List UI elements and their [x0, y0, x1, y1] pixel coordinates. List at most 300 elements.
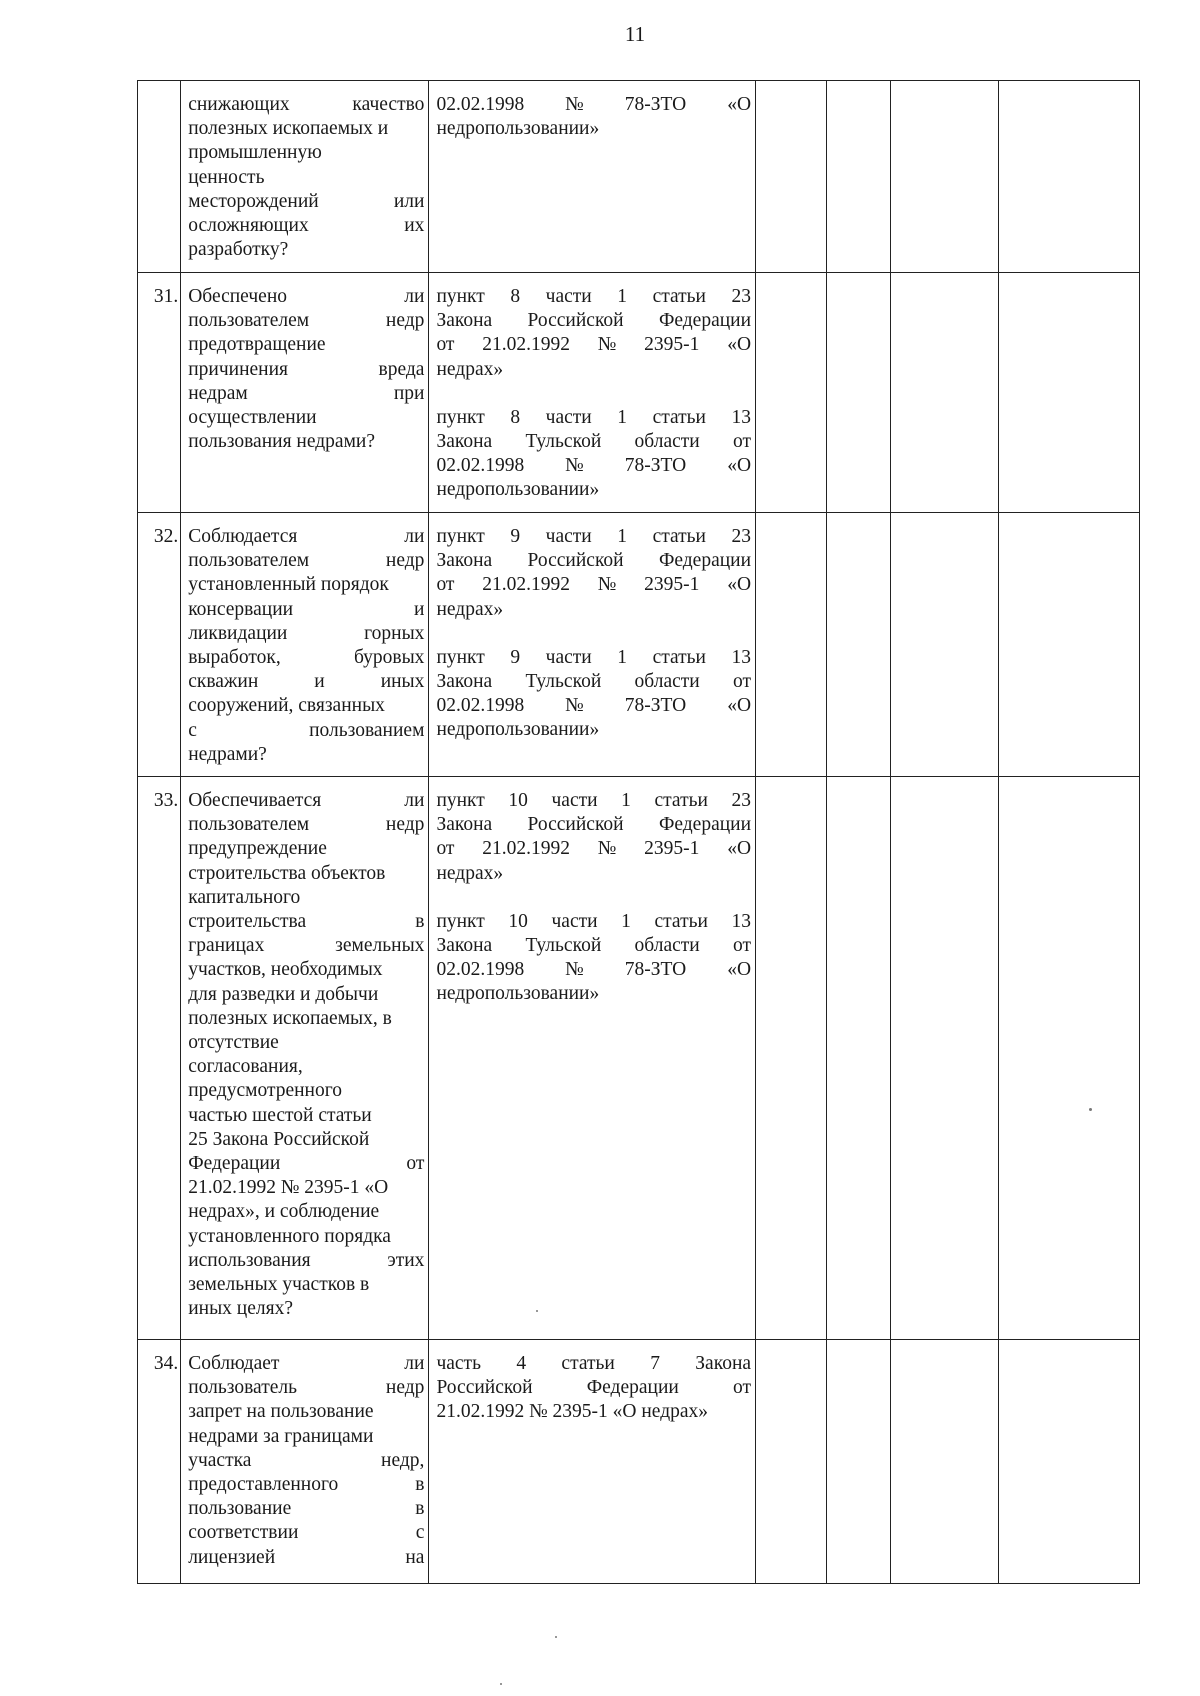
- word: лицензией: [188, 1546, 276, 1568]
- word: промышленную: [188, 142, 322, 164]
- word: разработку?: [188, 239, 289, 261]
- word: предоставленного: [188, 1474, 339, 1496]
- row-number-text: 31.: [153, 286, 179, 307]
- reference-line: [429, 573, 755, 597]
- word: 02.02.1998: [436, 959, 525, 981]
- reference-line: [429, 117, 755, 141]
- question-cell: [181, 513, 429, 777]
- word: с: [188, 719, 197, 741]
- word: недр,: [381, 1449, 425, 1471]
- word: в: [415, 911, 425, 933]
- word: пункт: [436, 286, 485, 307]
- question-line: [181, 1031, 428, 1055]
- word: №: [597, 838, 617, 860]
- word: 4: [516, 1353, 527, 1374]
- question-line: [181, 573, 428, 597]
- word: недр: [385, 814, 425, 836]
- word: предусмотренного: [188, 1080, 342, 1102]
- reference-line: [429, 358, 755, 382]
- question-line: [181, 166, 428, 190]
- table-row: [138, 81, 1140, 273]
- word: части: [551, 910, 598, 932]
- word: недр: [385, 1377, 425, 1399]
- question-line: [181, 190, 428, 214]
- word: строительства объектов: [188, 862, 386, 884]
- question-line: [181, 743, 428, 767]
- question-cell: [181, 777, 429, 1340]
- word: на: [405, 1546, 425, 1568]
- reference-line: [429, 718, 755, 742]
- word: части: [545, 406, 592, 428]
- question-line: [181, 1546, 428, 1570]
- word: капитального: [188, 886, 301, 908]
- word: 8: [510, 406, 521, 428]
- word: Закона: [695, 1353, 752, 1374]
- question-line: [181, 1449, 428, 1473]
- reference-line: [429, 333, 755, 357]
- scan-speck: [1089, 1108, 1092, 1111]
- word: пункт: [436, 790, 485, 811]
- word: Закона: [436, 431, 493, 453]
- word: Федерации: [658, 814, 752, 836]
- word: области: [634, 431, 700, 453]
- word: №: [597, 334, 617, 356]
- word: участков, необходимых: [188, 959, 383, 981]
- reference-line: [429, 478, 755, 502]
- word: с: [415, 1522, 425, 1544]
- question-line: [181, 430, 428, 454]
- answer-yes-cell: [756, 777, 827, 1340]
- word: недрах», и соблюдение: [188, 1201, 380, 1223]
- answer-no-cell: [827, 273, 890, 513]
- question-line: [181, 333, 428, 357]
- word: Российской: [527, 550, 624, 572]
- question-line: [181, 525, 428, 549]
- row-number: [138, 81, 181, 273]
- notes-cell: [999, 777, 1140, 1340]
- reference-line: [429, 454, 755, 478]
- word: 1: [621, 910, 631, 932]
- word: и: [414, 598, 425, 620]
- not-applicable-cell: [890, 513, 999, 777]
- word: Федерации: [586, 1377, 679, 1399]
- word: пункт: [436, 526, 485, 547]
- word: качество: [352, 94, 425, 115]
- reference-line: [429, 694, 755, 718]
- word: статьи: [652, 526, 706, 547]
- question-line: [181, 862, 428, 886]
- reference-line: [429, 1376, 755, 1400]
- word: статьи: [654, 910, 708, 932]
- word: Соблюдает: [188, 1353, 280, 1374]
- word: Федерации: [188, 1153, 281, 1175]
- question-line: [181, 1297, 428, 1321]
- word: использования: [188, 1249, 311, 1271]
- word: Закона: [436, 814, 493, 836]
- word: недрами за границами: [188, 1425, 374, 1447]
- word: 02.02.1998: [436, 695, 525, 717]
- question-line: [181, 285, 428, 309]
- word: 21.02.1992: [482, 334, 570, 356]
- reference-line: [429, 837, 755, 861]
- word: 9: [510, 646, 521, 668]
- word: строительства: [188, 911, 307, 933]
- question-line: [181, 1376, 428, 1400]
- word: «О: [727, 959, 752, 981]
- word: ликвидации: [188, 622, 288, 644]
- word: ли: [404, 526, 425, 547]
- notes-cell: [999, 513, 1140, 777]
- word: 23: [731, 526, 752, 547]
- word: 21.02.1992 № 2395-1 «О недрах»: [436, 1401, 709, 1423]
- word: 13: [731, 406, 752, 428]
- question-line: [181, 837, 428, 861]
- legal-reference-cell: [429, 81, 756, 273]
- word: от: [406, 1153, 425, 1175]
- row-number-text: 33.: [153, 790, 179, 811]
- question-line: [181, 983, 428, 1007]
- word: пользование: [188, 1498, 292, 1520]
- question-line: [181, 549, 428, 573]
- not-applicable-cell: [890, 777, 999, 1340]
- reference-line: [429, 958, 755, 982]
- word: часть: [436, 1353, 481, 1374]
- scan-speck: [536, 1310, 538, 1312]
- question-line: [181, 1249, 428, 1273]
- question-line: [181, 309, 428, 333]
- question-line: [181, 382, 428, 406]
- word: 21.02.1992: [482, 838, 570, 860]
- word: 2395-1: [644, 574, 700, 596]
- word: Закона: [436, 671, 493, 693]
- word: установленный порядок: [188, 574, 389, 596]
- word: запрет на пользование: [188, 1401, 374, 1423]
- word: Соблюдается: [188, 526, 298, 547]
- question-line: [181, 1152, 428, 1176]
- question-line: [181, 910, 428, 934]
- word: Тульской: [525, 431, 602, 453]
- question-line: [181, 719, 428, 743]
- question-line: [181, 1352, 428, 1376]
- not-applicable-cell: [890, 273, 999, 513]
- word: Закона: [436, 310, 493, 332]
- notes-cell: [999, 81, 1140, 273]
- answer-yes-cell: [756, 513, 827, 777]
- word: ценность: [188, 166, 265, 188]
- question-line: [181, 1055, 428, 1079]
- word: ли: [404, 790, 425, 811]
- question-line: [181, 358, 428, 382]
- word: 78-ЗТО: [624, 455, 687, 477]
- word: для разведки и добычи: [188, 983, 379, 1005]
- word: 2395-1: [644, 838, 700, 860]
- word: «О: [727, 455, 752, 477]
- word: полезных ископаемых, в: [188, 1007, 392, 1029]
- reference-line: [429, 813, 755, 837]
- word: Обеспечивается: [188, 790, 322, 811]
- reference-line: [429, 309, 755, 333]
- reference-line: [429, 598, 755, 622]
- word: 13: [731, 646, 752, 668]
- table-row: [138, 1340, 1140, 1584]
- word: области: [634, 935, 700, 957]
- inspection-checklist-table: [137, 80, 1140, 1584]
- word: 02.02.1998: [436, 94, 525, 115]
- table-row: [138, 513, 1140, 777]
- word: согласования,: [188, 1056, 303, 1078]
- row-number: [138, 513, 181, 777]
- word: в: [415, 1474, 425, 1496]
- word: 78-ЗТО: [624, 695, 687, 717]
- word: 10: [508, 910, 528, 932]
- question-cell: [181, 81, 429, 273]
- answer-no-cell: [827, 777, 890, 1340]
- row-number-text: 34.: [153, 1353, 179, 1374]
- word: предотвращение: [188, 334, 326, 356]
- word: в: [415, 1498, 425, 1520]
- question-line: [181, 886, 428, 910]
- word: пользователем: [188, 814, 310, 836]
- word: недропользовании»: [436, 719, 600, 741]
- word: 10: [508, 790, 528, 811]
- word: статьи: [561, 1353, 615, 1374]
- question-line: [181, 1425, 428, 1449]
- word: Обеспечено: [188, 286, 287, 307]
- word: и: [314, 671, 325, 693]
- word: 2395-1: [644, 334, 700, 356]
- word: пользования недрами?: [188, 431, 376, 453]
- word: этих: [387, 1249, 425, 1271]
- word: 25 Закона Российской: [188, 1128, 370, 1150]
- question-line: [181, 1176, 428, 1200]
- question-line: [181, 670, 428, 694]
- word: Российской: [527, 310, 624, 332]
- row-number: [138, 1340, 181, 1584]
- word: от: [436, 334, 455, 356]
- word: при: [393, 382, 425, 404]
- reference-gap: [429, 622, 755, 646]
- reference-line: [429, 406, 755, 430]
- word: Федерации: [658, 310, 752, 332]
- reference-line: [429, 525, 755, 549]
- word: от: [436, 574, 455, 596]
- question-line: [181, 1128, 428, 1152]
- reference-line: [429, 285, 755, 309]
- question-line: [181, 598, 428, 622]
- word: статьи: [652, 646, 706, 668]
- word: буровых: [353, 647, 425, 669]
- reference-line: [429, 430, 755, 454]
- word: недр: [385, 310, 425, 332]
- scan-speck: [500, 1683, 502, 1685]
- question-line: [181, 789, 428, 813]
- word: Российской: [527, 814, 624, 836]
- word: их: [404, 215, 425, 237]
- word: земельных участков в: [188, 1274, 370, 1296]
- word: Тульской: [525, 671, 602, 693]
- word: 7: [650, 1353, 660, 1374]
- reference-line: [429, 646, 755, 670]
- scan-speck: [555, 1636, 557, 1638]
- word: участка: [188, 1449, 252, 1471]
- word: 78-ЗТО: [624, 94, 687, 115]
- row-number: [138, 273, 181, 513]
- word: 23: [731, 790, 752, 811]
- word: предупреждение: [188, 838, 327, 860]
- word: «О: [727, 94, 752, 115]
- answer-no-cell: [827, 513, 890, 777]
- question-cell: [181, 1340, 429, 1584]
- word: «О: [727, 334, 752, 356]
- word: сооружений, связанных: [188, 695, 385, 717]
- word: от: [733, 671, 752, 693]
- word: месторождений: [188, 190, 319, 212]
- question-line: [181, 813, 428, 837]
- page-number: 11: [624, 22, 646, 46]
- word: недрах»: [436, 862, 504, 884]
- word: от: [436, 838, 455, 860]
- row-number-text: [138, 81, 178, 93]
- word: соответствии: [188, 1522, 299, 1544]
- word: 8: [510, 286, 521, 307]
- word: недропользовании»: [436, 983, 600, 1005]
- question-line: [181, 1079, 428, 1103]
- word: 13: [731, 910, 752, 932]
- question-line: [181, 238, 428, 262]
- reference-line: [429, 862, 755, 886]
- table-row: [138, 273, 1140, 513]
- word: 1: [617, 526, 628, 547]
- question-line: [181, 1007, 428, 1031]
- question-line: [181, 1200, 428, 1224]
- question-line: [181, 117, 428, 141]
- table-body: [138, 81, 1140, 1584]
- word: отсутствие: [188, 1032, 279, 1054]
- word: от: [733, 431, 752, 453]
- word: статьи: [652, 286, 706, 307]
- question-line: [181, 1273, 428, 1297]
- word: Российской: [436, 1377, 533, 1399]
- question-line: [181, 694, 428, 718]
- word: ли: [404, 286, 425, 307]
- word: Закона: [436, 550, 493, 572]
- word: «О: [727, 695, 752, 717]
- table-row: [138, 777, 1140, 1340]
- word: №: [565, 959, 584, 981]
- question-line: [181, 934, 428, 958]
- word: недр: [385, 550, 425, 572]
- word: горных: [364, 622, 425, 644]
- not-applicable-cell: [890, 1340, 999, 1584]
- word: статьи: [652, 406, 706, 428]
- word: осложняющих: [188, 215, 309, 237]
- word: иных: [380, 671, 425, 693]
- word: части: [545, 526, 592, 547]
- question-line: [181, 406, 428, 430]
- word: недрам: [188, 382, 248, 404]
- word: выработок,: [188, 647, 281, 669]
- word: недропользовании»: [436, 479, 600, 501]
- answer-no-cell: [827, 81, 890, 273]
- word: консервации: [188, 598, 294, 620]
- word: пользователем: [188, 310, 310, 332]
- word: 1: [617, 406, 628, 428]
- word: недрах»: [436, 598, 504, 620]
- word: №: [565, 455, 584, 477]
- question-line: [181, 1521, 428, 1545]
- answer-yes-cell: [756, 81, 827, 273]
- word: пункт: [436, 646, 485, 668]
- question-line: [181, 1225, 428, 1249]
- reference-line: [429, 910, 755, 934]
- word: №: [565, 695, 584, 717]
- word: иных целях?: [188, 1298, 293, 1320]
- word: полезных ископаемых и: [188, 118, 389, 140]
- word: пользователем: [188, 550, 310, 572]
- word: 1: [617, 646, 628, 668]
- notes-cell: [999, 1340, 1140, 1584]
- word: скважин: [188, 671, 259, 693]
- question-line: [181, 1497, 428, 1521]
- word: пользователь: [188, 1377, 297, 1399]
- word: области: [634, 671, 700, 693]
- word: №: [597, 574, 617, 596]
- word: 02.02.1998: [436, 455, 525, 477]
- word: части: [551, 790, 598, 811]
- legal-reference-cell: [429, 777, 756, 1340]
- word: 1: [617, 286, 628, 307]
- word: причинения: [188, 358, 288, 380]
- reference-line: [429, 670, 755, 694]
- word: статьи: [654, 790, 708, 811]
- word: 1: [621, 790, 631, 811]
- word: пункт: [436, 910, 485, 932]
- word: недрах»: [436, 358, 504, 380]
- answer-no-cell: [827, 1340, 890, 1584]
- word: от: [733, 935, 752, 957]
- word: вреда: [378, 358, 425, 380]
- word: недрами?: [188, 743, 267, 765]
- not-applicable-cell: [890, 81, 999, 273]
- legal-reference-cell: [429, 273, 756, 513]
- reference-line: [429, 549, 755, 573]
- reference-line: [429, 789, 755, 813]
- reference-gap: [429, 886, 755, 910]
- word: осуществлении: [188, 407, 317, 429]
- word: №: [565, 94, 584, 115]
- question-line: [181, 958, 428, 982]
- word: частью шестой статьи: [188, 1104, 372, 1126]
- word: Тульской: [525, 935, 602, 957]
- word: «О: [727, 838, 752, 860]
- question-line: [181, 1104, 428, 1128]
- word: пользованием: [309, 719, 425, 741]
- word: части: [545, 286, 592, 307]
- word: ли: [404, 1353, 425, 1374]
- reference-line: [429, 1400, 755, 1424]
- question-line: [181, 214, 428, 238]
- word: Федерации: [658, 550, 752, 572]
- legal-reference-cell: [429, 1340, 756, 1584]
- word: 21.02.1992 № 2395-1 «О: [188, 1177, 389, 1199]
- reference-line: [429, 93, 755, 117]
- answer-yes-cell: [756, 273, 827, 513]
- word: 23: [731, 286, 752, 307]
- word: 78-ЗТО: [624, 959, 687, 981]
- answer-yes-cell: [756, 1340, 827, 1584]
- word: Закона: [436, 935, 493, 957]
- question-line: [181, 141, 428, 165]
